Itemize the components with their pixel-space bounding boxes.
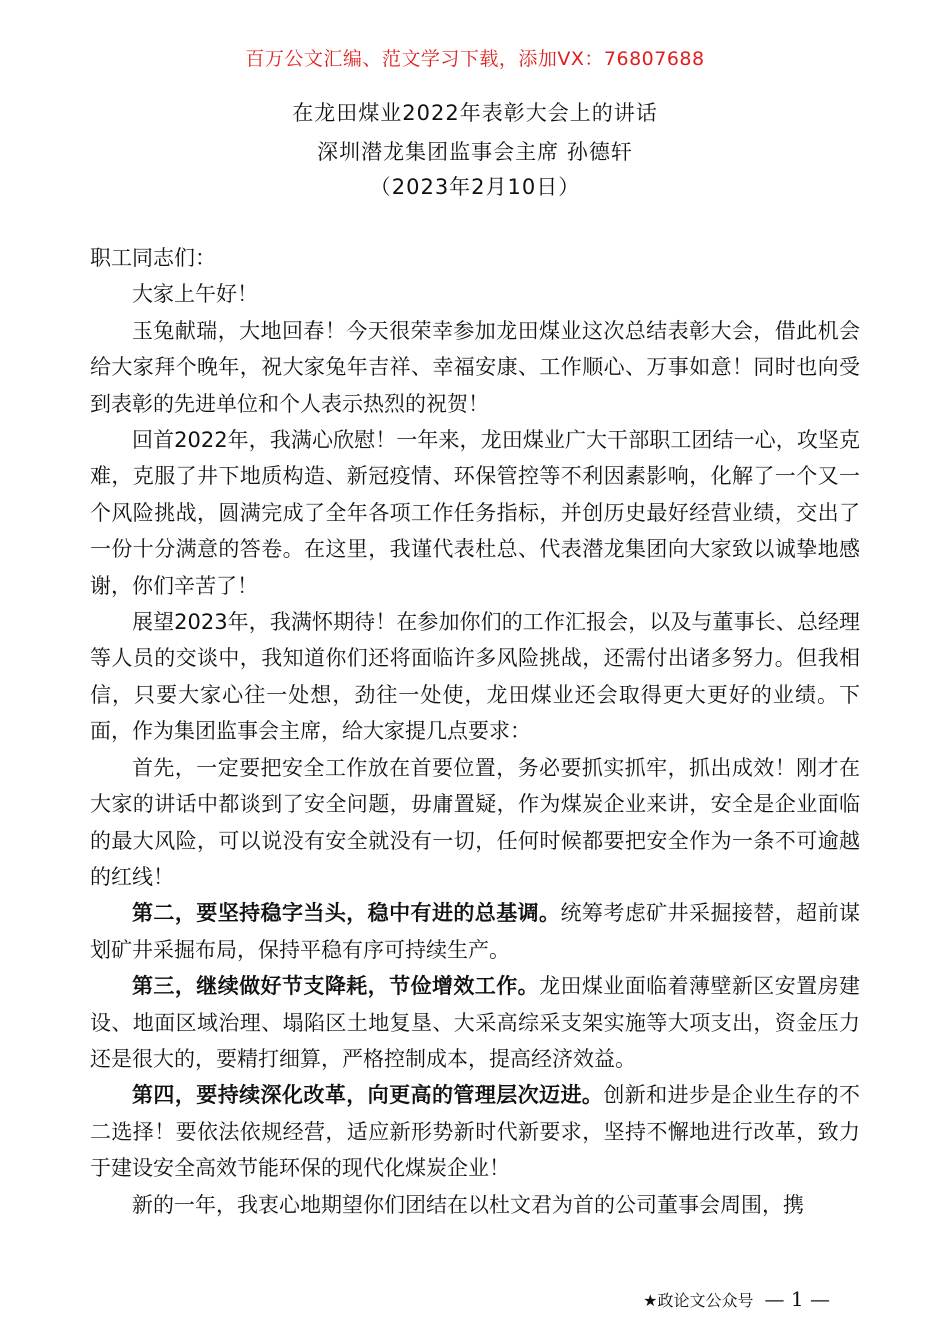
paragraph-opening: 玉兔献瑞，大地回春！今天很荣幸参加龙田煤业这次总结表彰大会，借此机会给大家拜个晚年，祝大家兔年吉祥、幸福安康、工作顺心、万事如意！同时也向受到表彰的先进单位和个人表示热烈的祝贺！ [90,318,860,416]
paragraph-safety: 首先，一定要把安全工作放在首要位置，务必要抓实抓牢，抓出成效！刚才在大家的讲话中都谈到了安全问题，毋庸置疑，作为煤炭企业来讲，安全是企业面临的最大风险，可以说没有安全就没有一切，任何时候都要把安全作为一条不可逾越的红线！ [90,755,860,889]
greeting: 大家上午好！ [132,282,258,307]
promo-banner: 百万公文汇编、范文学习下载，添加VX：76807688 [245,48,705,70]
paragraph-review-2022: 回首2022年，我满心欣慰！一年来，龙田煤业广大干部职工团结一心，攻坚克难，克服了井下地质构造、新冠疫情、环保管控等不利因素影响，化解了一个又一个风险挑战，圆满完成了全年各项工作任务指标，并创历史最好经营业绩，交出了一份十分满意的答卷。在这里，我谨代表杜总、代表潜龙集团向大家致以诚挚地感谢，你们辛苦了！ [90,428,860,598]
date-line: （2023年2月10日） [369,175,581,199]
fourth-point-text: 创新和进步是企业生存的不二选择！要依法依规经营，适应新形势新时代新要求，坚持不懈地进行改革，致力于建设安全高效节能环保的现代化煤炭企业！ [90,1083,861,1181]
third-point-heading: 第三，继续做好节支降耗，节俭增效工作。 [132,974,540,999]
second-point-text: 统筹考虑矿井采掘接替，超前谋划矿井采掘布局，保持平稳有序可持续生产。 [90,901,860,962]
document-body [90,240,860,1223]
paragraph-closing: 新的一年，我衷心地期望你们团结在以杜文君为首的公司董事会周围，携 [132,1192,804,1217]
paragraph-outlook-2023: 展望2023年，我满怀期待！在参加你们的工作汇报会，以及与董事长、总经理等人员的交谈中，我知道你们还将面临许多风险挑战，还需付出诸多努力。但我相信，只要大家心往一处想，劲往一处使，龙田煤业还会取得更大更好的业绩。下面，作为集团监事会主席，给大家提几点要求： [90,610,860,744]
paragraph-second-point [90,895,860,968]
footer-source: ★政论文公众号 [643,1291,754,1310]
page-footer [643,1287,830,1311]
speaker-line: 深圳潜龙集团监事会主席 孙德轩 [317,140,633,164]
second-point-heading: 第二，要坚持稳字当头，稳中有进的总基调。 [132,901,561,926]
salutation: 职工同志们： [90,246,216,270]
paragraph-fourth-point [90,1077,860,1186]
third-point-text: 龙田煤业面临着薄壁新区安置房建设、地面区域治理、塌陷区土地复垦、大采高综采支架实施等大项支出，资金压力还是很大的，要精打细算，严格控制成本，提高经济效益。 [90,974,861,1071]
paragraph-third-point [90,968,860,1077]
document-title: 在龙田煤业2022年表彰大会上的讲话 [292,101,658,125]
fourth-point-heading: 第四，要持续深化改革，向更高的管理层次迈进。 [132,1083,604,1108]
page-number: — 1 — [764,1287,830,1311]
